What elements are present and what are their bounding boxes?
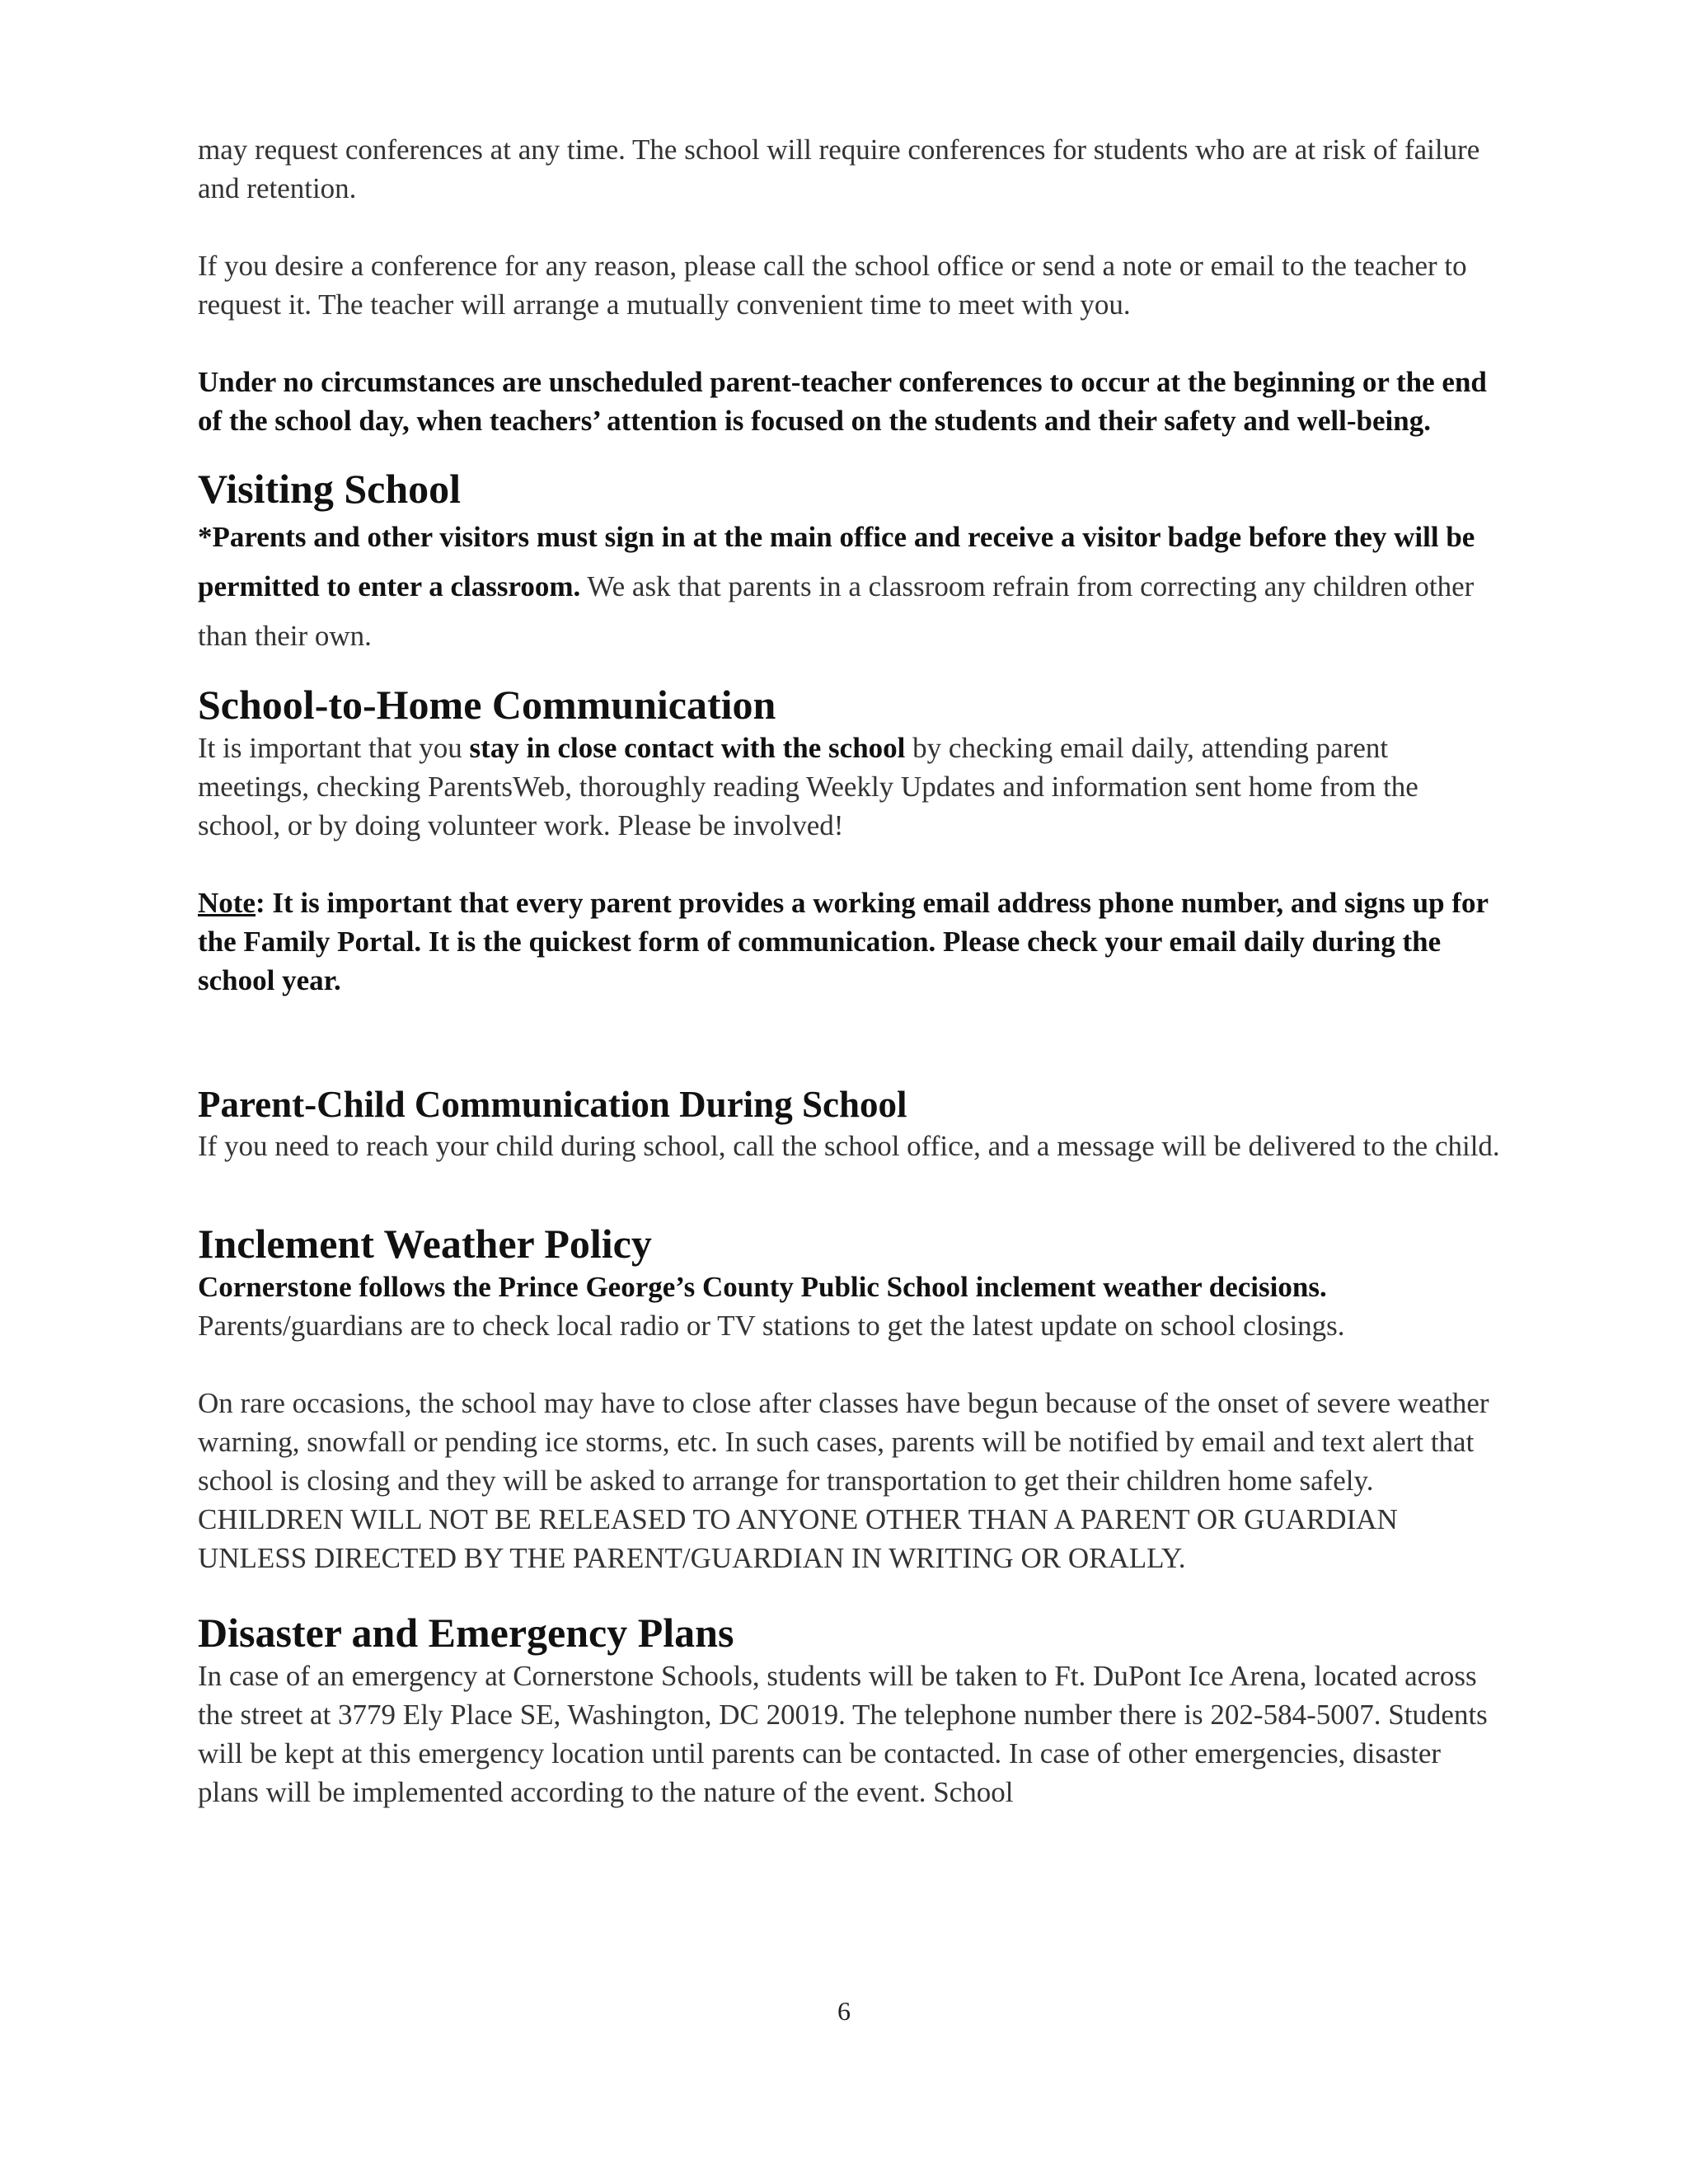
school-to-home-heading: School-to-Home Communication xyxy=(198,682,776,728)
intro-paragraph-1: may request conferences at any time. The school will require conferences for students who are at risk of failure and retention. xyxy=(198,134,1480,204)
parent-child-heading: Parent-Child Communication During School xyxy=(198,1084,907,1125)
inclement-weather-paragraph-2: On rare occasions, the school may have to close after classes have begun because of the onset of severe weather warning, snowfall or pending ice storms, etc. In such cases, parents will be notified by email and text alert that school is closing and they will be asked to arrange for transportation to get their children home safely. CHILDREN WILL NOT BE RELEASED TO ANYONE OTHER THAN A PARENT OR GUARDIAN UNLESS DIRECTED BY THE PARENT/GUARDIAN IN WRITING OR ORALLY. xyxy=(198,1387,1489,1574)
note-label: Note xyxy=(198,887,256,919)
document-page xyxy=(198,130,1504,1811)
school-to-home-text-before: It is important that you xyxy=(198,732,470,764)
disaster-plans-heading: Disaster and Emergency Plans xyxy=(198,1610,734,1656)
note-paragraph xyxy=(198,883,1504,1000)
visiting-school-paragraph xyxy=(198,513,1504,661)
visiting-school-text: We ask that parents in a classroom refrain from correcting any children other than their own. xyxy=(198,570,1475,652)
inclement-weather-text: Parents/guardians are to check local radio or TV stations to get the latest update on school closings. xyxy=(198,1310,1345,1342)
school-to-home-text-after: by checking email daily, attending parent meetings, checking ParentsWeb, thoroughly reading Weekly Updates and information sent home from the school, or by doing volunteer work. Please be involved! xyxy=(198,732,1418,841)
conference-policy-paragraph: Under no circumstances are unscheduled parent-teacher conferences to occur at the beginning or the end of the school day, when teachers’ attention is focused on the students and their safety and well-being. xyxy=(198,366,1487,437)
intro-paragraph-2: If you desire a conference for any reason, please call the school office or send a note or email to the teacher to request it. The teacher will arrange a mutually convenient time to meet with you. xyxy=(198,250,1467,321)
disaster-plans-paragraph: In case of an emergency at Cornerstone Schools, students will be taken to Ft. DuPont Ice Arena, located across the street at 3779 Ely Place SE, Washington, DC 20019. The telephone number there is 202-584-5007. Students will be kept at this emergency location until parents can be contacted. In case of other emergencies, disaster plans will be implemented according to the nature of the event. School xyxy=(198,1660,1488,1808)
inclement-weather-bold-text: Cornerstone follows the Prince George’s County Public School inclement weather decisions. xyxy=(198,1271,1327,1303)
parent-child-paragraph: If you need to reach your child during school, call the school office, and a message will be delivered to the child. xyxy=(198,1130,1500,1162)
visiting-school-heading: Visiting School xyxy=(198,466,462,512)
school-to-home-paragraph xyxy=(198,729,1504,845)
school-to-home-bold-text: stay in close contact with the school xyxy=(469,732,906,764)
inclement-weather-heading: Inclement Weather Policy xyxy=(198,1221,652,1267)
page-number: 6 xyxy=(837,1996,851,2026)
note-text: : It is important that every parent provides a working email address phone number, and signs up for the Family Portal. It is the quickest form of communication. Please check your email daily during the school year. xyxy=(198,887,1489,996)
visiting-school-bold-text: *Parents and other visitors must sign in at the main office and receive a visitor badge before they will be permitted to enter a classroom. xyxy=(198,521,1475,602)
